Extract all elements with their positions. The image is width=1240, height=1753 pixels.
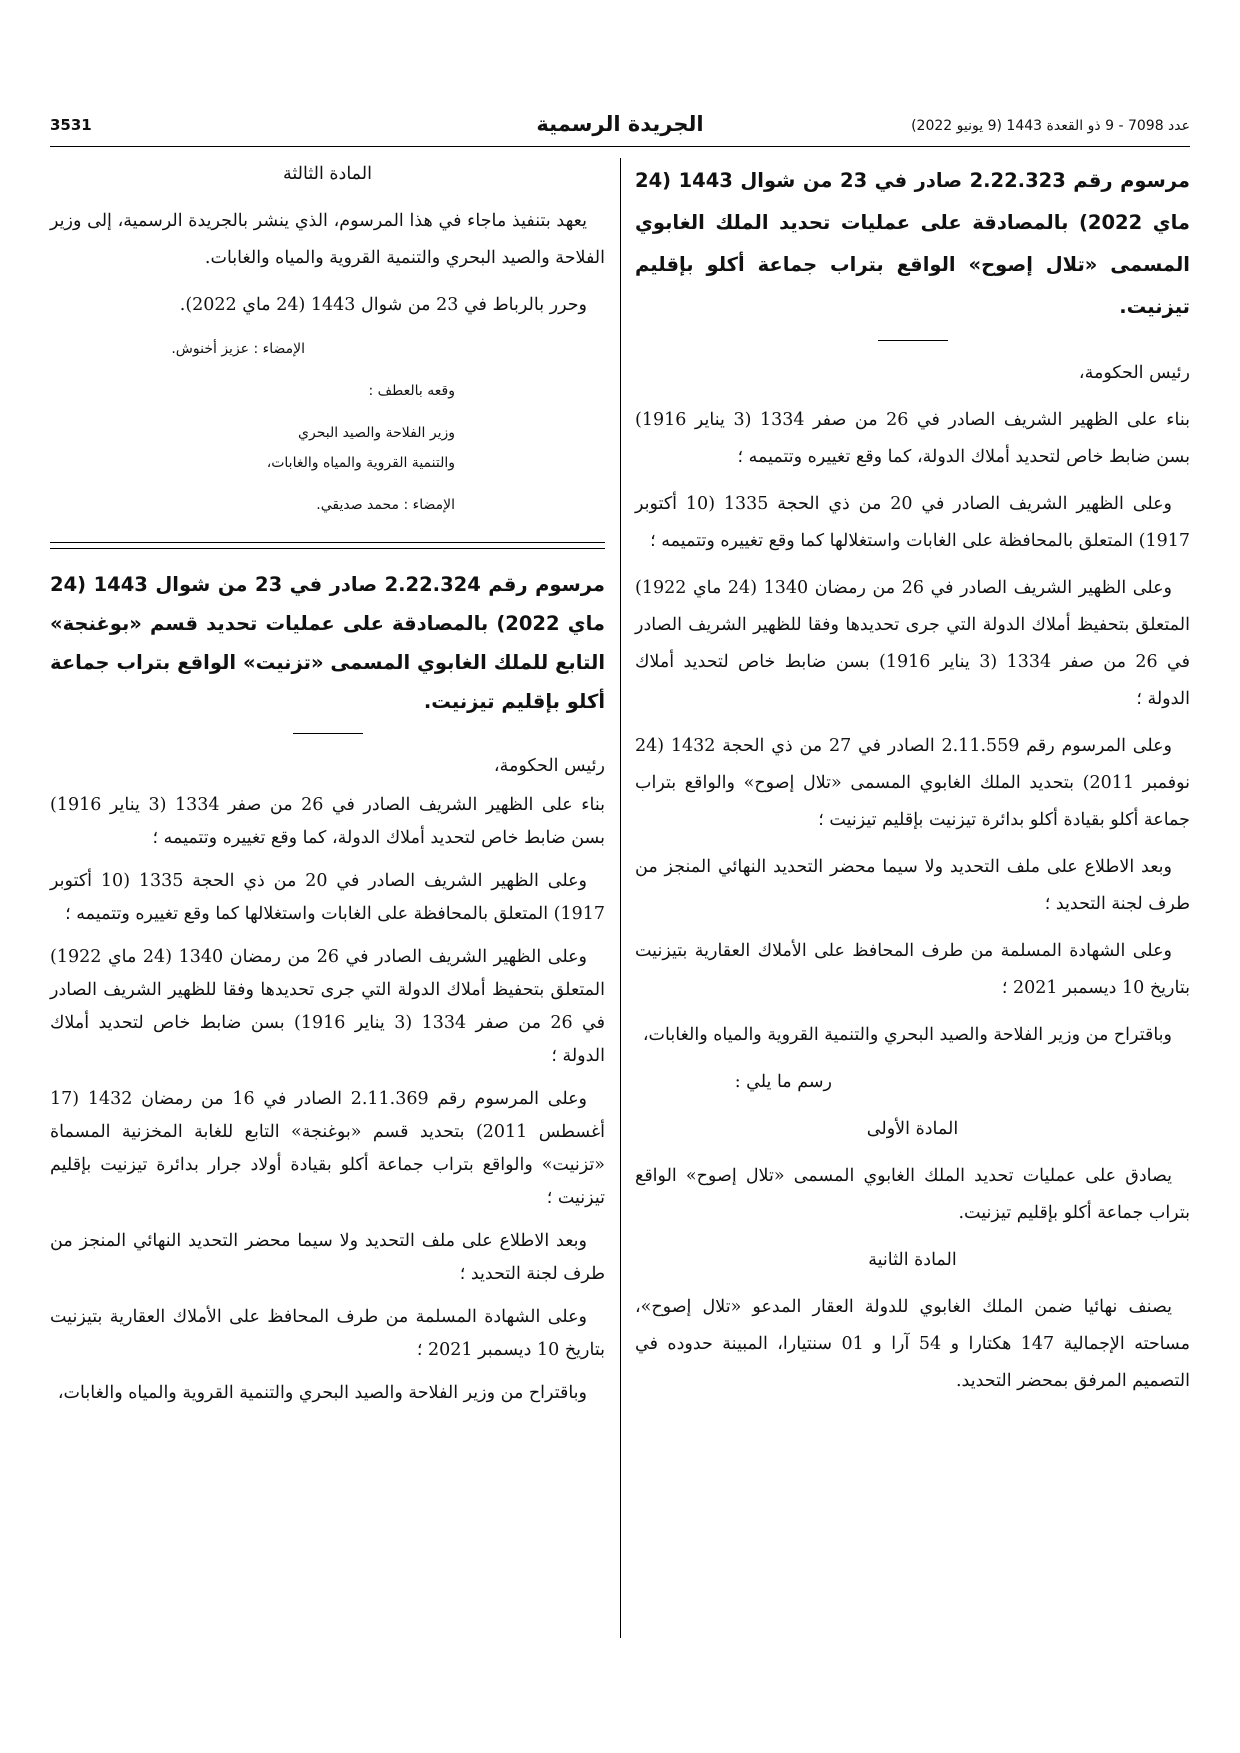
gazette-title: الجريدة الرسمية [536, 112, 704, 136]
issue-info: عدد 7098 - 9 ذو القعدة 1443 (9 يونيو 2022) [911, 118, 1190, 134]
title-divider [293, 733, 363, 734]
decree1-para: وبعد الاطلاع على ملف التحديد ولا سيما محضر التحديد النهائي المنجز من طرف لجنة التحديد ؛ [635, 857, 1190, 914]
header-divider [50, 146, 1190, 147]
section-divider [50, 542, 605, 549]
decree2-para: وبعد الاطلاع على ملف التحديد ولا سيما محضر التحديد النهائي المنجز من طرف لجنة التحديد ؛ [50, 1231, 605, 1284]
article2-text: يصنف نهائيا ضمن الملك الغابوي للدولة العقار المدعو «تلال إصوح»، مساحته الإجمالية 147 هكتارا و 54 آرا و 01 سنتيارا، المبينة حدوده في التصميم المرفق بمحضر التحديد. [635, 1297, 1190, 1391]
decree2-para: وعلى الشهادة المسلمة من طرف المحافظ على الأملاك العقارية بتيزنيت بتاريخ 10 ديسمبر 2021 ؛ [50, 1307, 605, 1360]
decree1-para: وعلى الظهير الشريف الصادر في 26 من رمضان 1340 (24 ماي 1922) المتعلق بتحفيظ أملاك الدولة التي جرى تحديدها وفقا للظهير الشريف الصادر في 26 من صفر 1334 (3 يناير 1916) بسن ضابط خاص لتحديد أملاك الدولة ؛ [635, 578, 1191, 709]
decree1-para: وعلى الظهير الشريف الصادر في 20 من ذي الحجة 1335 (10 أكتوبر 1917) المتعلق بالمحافظة على الغابات واستغلالها كما وقع تغييره وتتميمه ؛ [635, 494, 1190, 551]
title-divider [878, 340, 948, 341]
article1-text: يصادق على عمليات تحديد الملك الغابوي المسمى «تلال إصوح» الواقع بتراب جماعة أكلو بإقليم تيزنيت. [635, 1166, 1190, 1223]
minister-line2: والتنمية القروية والمياه والغابات، [266, 455, 455, 471]
page-number: 3531 [50, 116, 92, 134]
decree1-para: وعلى الشهادة المسلمة من طرف المحافظ على الأملاك العقارية بتيزنيت بتاريخ 10 ديسمبر 2021 ؛ [635, 941, 1190, 998]
minister-line1: وزير الفلاحة والصيد البحري [298, 425, 455, 441]
column-left [50, 160, 605, 1420]
decree2-para: وعلى الظهير الشريف الصادر في 20 من ذي الحجة 1335 (10 أكتوبر 1917) المتعلق بالمحافظة على الغابات واستغلالها كما وقع تغييره وتتميمه ؛ [50, 871, 605, 924]
column-right [635, 160, 1190, 1410]
decree1-title: مرسوم رقم 2.22.323 صادر في 23 من شوال 1443 (24 ماي 2022) بالمصادقة على عمليات تحديد الملك الغابوي المسمى «تلال إصوح» الواقع بتراب جماعة أكلو بإقليم تيزنيت. [635, 169, 1190, 318]
page-header [50, 112, 1190, 142]
article3-heading: المادة الثالثة [283, 164, 372, 184]
decree1-head-of-gov: رئيس الحكومة، [1078, 363, 1190, 383]
decree2-para: وباقتراح من وزير الفلاحة والصيد البحري والتنمية القروية والمياه والغابات، [57, 1383, 587, 1403]
minister-signature: الإمضاء : محمد صديقي. [316, 497, 455, 513]
article1-heading: المادة الأولى [866, 1119, 959, 1139]
decree2-title: مرسوم رقم 2.22.324 صادر في 23 من شوال 1443 (24 ماي 2022) بالمصادقة على عمليات تحديد قسم «بوغنجة» التابع للملك الغابوي المسمى «تزنيت» الواقع بتراب جماعة أكلو بإقليم تيزنيت. [50, 573, 606, 713]
done-at: وحرر بالرباط في 23 من شوال 1443 (24 ماي 2022). [179, 295, 587, 315]
article3-text: يعهد بتنفيذ ماجاء في هذا المرسوم، الذي ينشر بالجريدة الرسمية، إلى وزير الفلاحة والصيد البحري والتنمية القروية والمياه والغابات. [50, 211, 605, 268]
decree2-para: وعلى الظهير الشريف الصادر في 26 من رمضان 1340 (24 ماي 1922) المتعلق بتحفيظ أملاك الدولة التي جرى تحديدها وفقا للظهير الشريف الصادر في 26 من صفر 1334 (3 يناير 1916) بسن ضابط خاص لتحديد أملاك الدولة ؛ [50, 947, 606, 1066]
decree2-para: بناء على الظهير الشريف الصادر في 26 من صفر 1334 (3 يناير 1916) بسن ضابط خاص لتحديد أملاك الدولة، كما وقع تغييره وتتميمه ؛ [50, 795, 605, 848]
decree1-para: وعلى المرسوم رقم 2.11.559 الصادر في 27 من ذي الحجة 1432 (24 نوفمبر 2011) بتحديد الملك الغابوي المسمى «تلال إصوح» والواقع بتراب جماعة أكلو بقيادة أكلو بدائرة تيزنيت بإقليم تيزنيت ؛ [635, 736, 1190, 830]
article2-heading: المادة الثانية [868, 1250, 957, 1270]
decree1-decrees: رسم ما يلي : [734, 1072, 832, 1092]
decree2-para: وعلى المرسوم رقم 2.11.369 الصادر في 16 من رمضان 1432 (17 أغسطس 2011) بتحديد قسم «بوغنجة» التابع للغابة المخزنية المسماة «تزنيت» والواقع بتراب جماعة أكلو بقيادة أولاد جرار بدائرة تيزنيت بإقليم تيزنيت ؛ [50, 1089, 606, 1208]
decree1-para: وباقتراح من وزير الفلاحة والصيد البحري والتنمية القروية والمياه والغابات، [642, 1025, 1172, 1045]
column-divider [620, 158, 621, 1638]
decree2-head-of-gov: رئيس الحكومة، [493, 756, 605, 776]
countersigned-label: وقعه بالعطف : [368, 383, 455, 399]
pm-signature: الإمضاء : عزيز أخنوش. [171, 341, 305, 357]
decree1-para: بناء على الظهير الشريف الصادر في 26 من صفر 1334 (3 يناير 1916) بسن ضابط خاص لتحديد أملاك الدولة، كما وقع تغييره وتتميمه ؛ [635, 410, 1190, 467]
